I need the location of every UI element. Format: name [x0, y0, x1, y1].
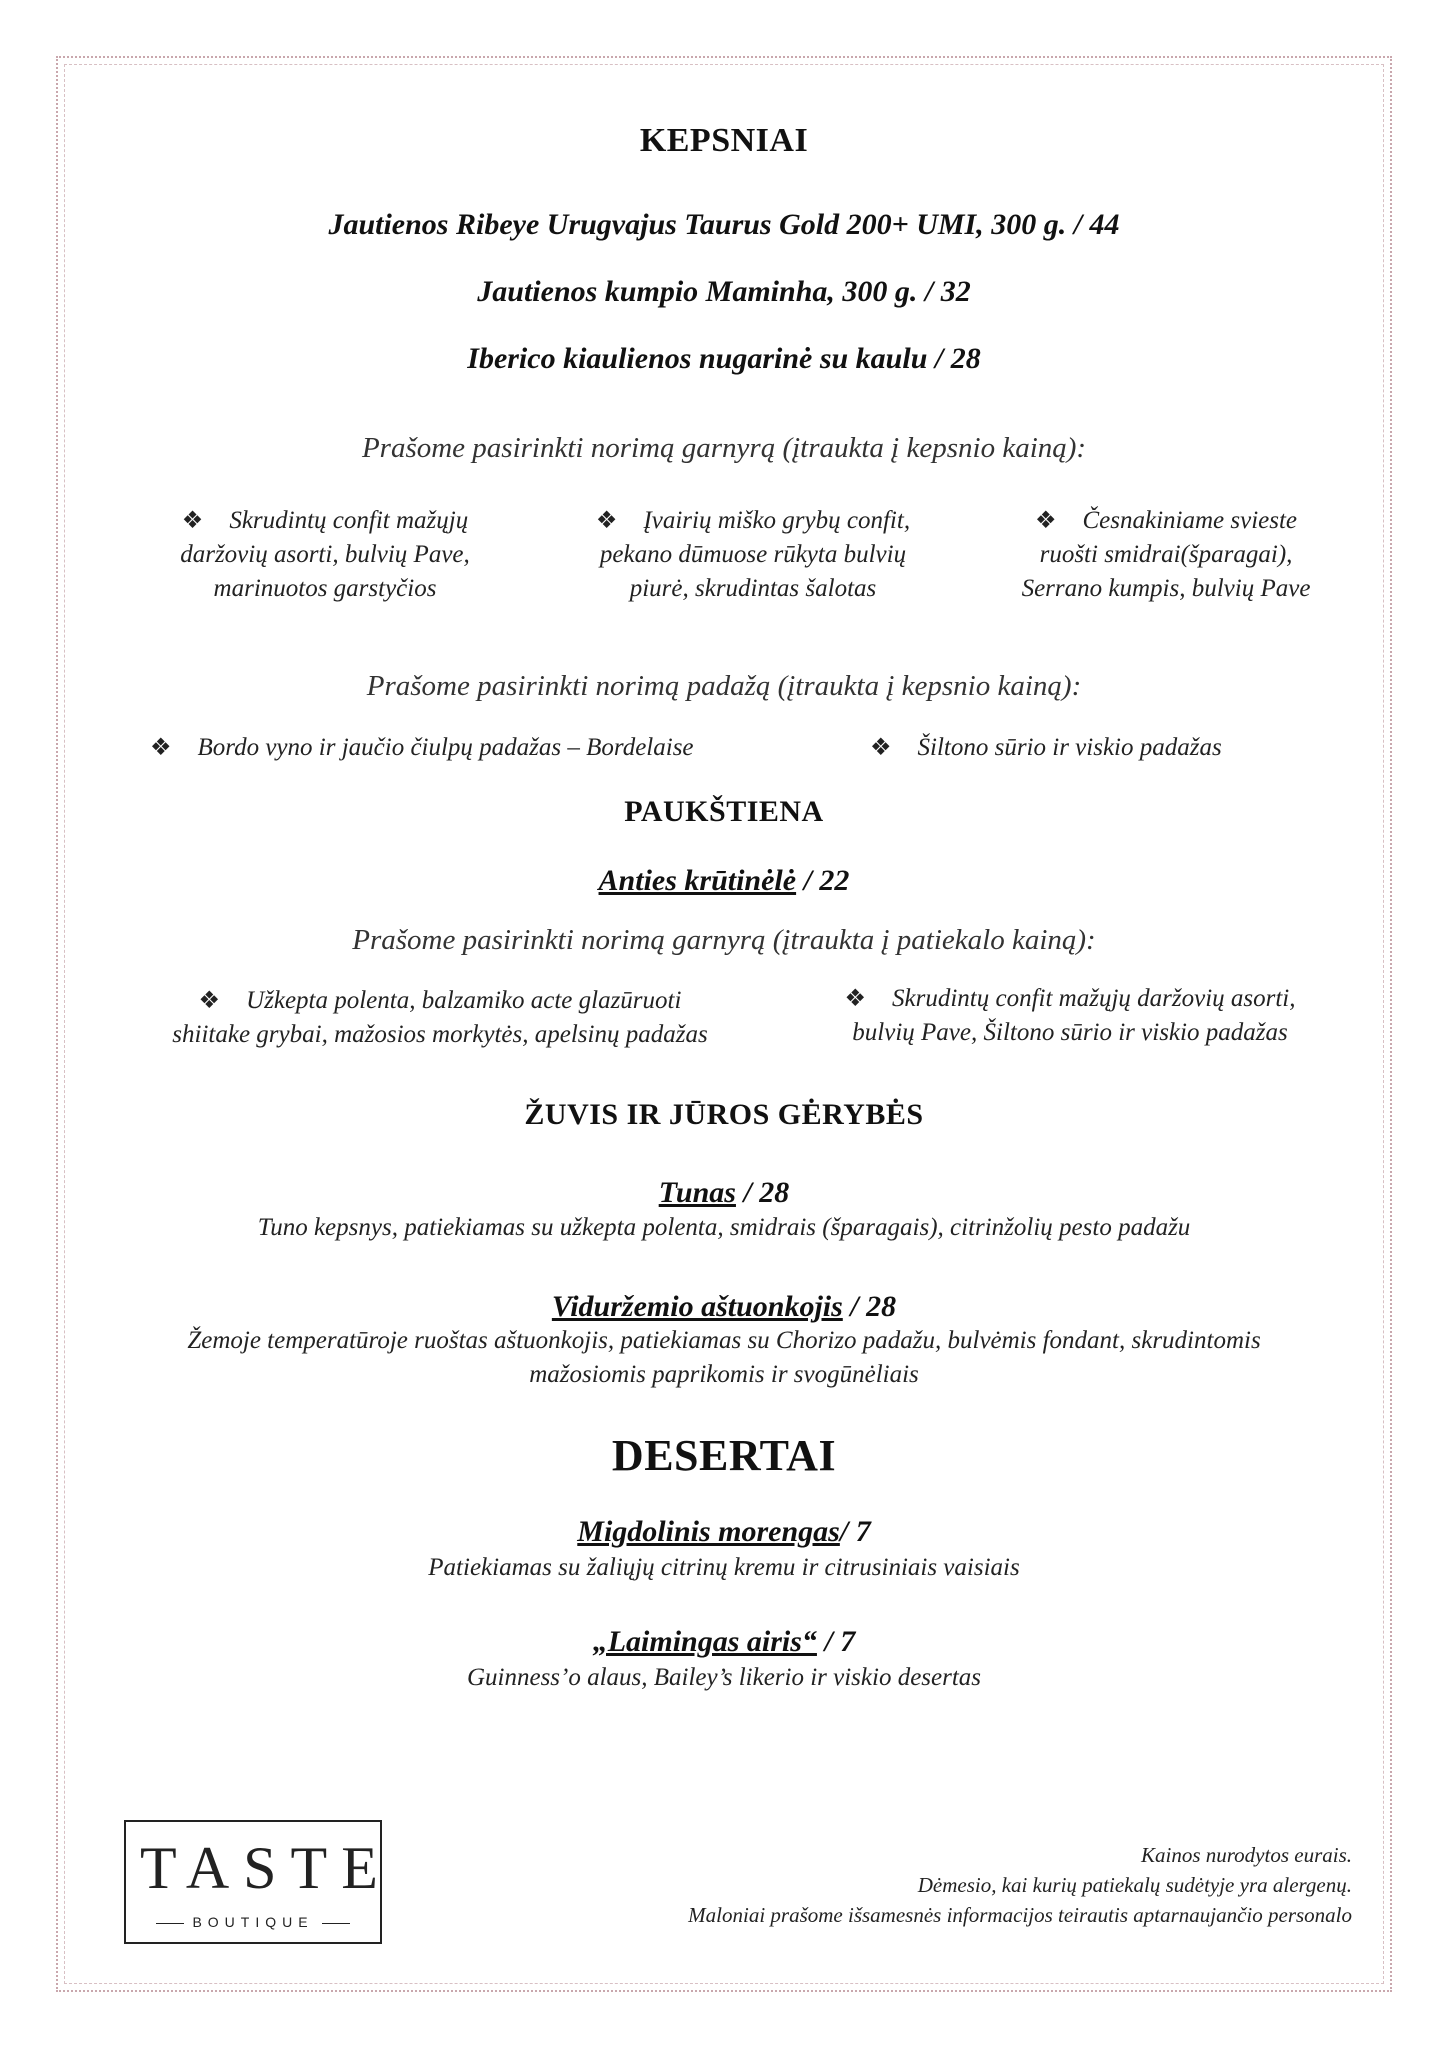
dish-iberico: Iberico kiaulienos nugarinė su kaulu / 28 — [467, 342, 981, 375]
dessert-meringue: Migdolinis morengas/ 7 — [577, 1515, 871, 1548]
dish-ribeye: Jautienos Ribeye Urugvajus Taurus Gold 200+ UMI, 300 g. / 44 — [328, 208, 1120, 241]
poultry-side-option-1: ❖ Užkepta polenta, balzamiko acte glazūruoti shiitake grybai, mažosios morkytės, apelsinų padažas — [172, 987, 708, 1048]
dish-duck: Anties krūtinėlė / 22 — [598, 864, 850, 897]
dessert-lucky-irishman-description: Guinness’o alaus, Bailey’s likerio ir viskio desertas — [466, 1664, 982, 1691]
side-option-2: ❖ Įvairių miško grybų confit, pekano dūmuose rūkyta bulvių piurė, skrudintas šalotas — [595, 507, 911, 602]
diamond-bullet-icon: ❖ — [198, 988, 221, 1014]
taste-boutique-logo: TASTE BOUTIQUE — [124, 1820, 382, 1944]
sauce-option-2: ❖ Šiltono sūrio ir viskio padažas — [870, 734, 1222, 761]
dish-tuna-description: Tuno kepsnys, patiekiamas su užkepta polenta, smidrais (šparagais), citrinžolių pesto padažu — [257, 1214, 1191, 1241]
poultry-side-option-2: ❖ Skrudintų confit mažųjų daržovių asorti, bulvių Pave, Šiltono sūrio ir viskio padažas — [844, 985, 1296, 1046]
diamond-bullet-icon: ❖ — [150, 735, 172, 761]
footer-notes — [688, 1840, 1352, 1930]
side-prompt-poultry: Prašome pasirinkti norimą garnyrą (įtraukta į patiekalo kainą): — [352, 924, 1096, 956]
side-prompt-steaks: Prašome pasirinkti norimą garnyrą (įtraukta į kepsnio kainą): — [361, 432, 1087, 464]
section-title-fish: ŽUVIS IR JŪROS GĖRYBĖS — [524, 1098, 924, 1131]
diamond-bullet-icon: ❖ — [181, 508, 204, 534]
note-allergens: Dėmesio, kai kurių patiekalų sudėtyje yra alergenų. — [917, 1873, 1352, 1897]
note-staff: Maloniai prašome išsamesnės informacijos teirautis aptarnaujančio personalo — [688, 1903, 1352, 1927]
dish-octopus-description: Žemoje temperatūroje ruoštas aštuonkojis, patiekiamas su Chorizo padažu, bulvėmis fondant, skrudintomis mažosiomis paprikomis ir svogūnėliais — [187, 1327, 1261, 1388]
section-title-steaks: KEPSNIAI — [639, 122, 809, 159]
diamond-bullet-icon: ❖ — [844, 986, 867, 1012]
diamond-bullet-icon: ❖ — [595, 508, 618, 534]
dessert-meringue-description: Patiekiamas su žaliųjų citrinų kremu ir citrusiniais vaisiais — [428, 1554, 1020, 1581]
side-option-3: ❖ Česnakiniame svieste ruošti smidrai(šparagai), Serrano kumpis, bulvių Pave — [1021, 507, 1311, 602]
dish-tuna: Tunas / 28 — [658, 1176, 790, 1209]
section-title-poultry: PAUKŠTIENA — [624, 795, 824, 828]
sauce-prompt: Prašome pasirinkti norimą padažą (įtraukta į kepsnio kainą): — [366, 670, 1082, 702]
dessert-lucky-irishman: „Laimingas airis“ / 7 — [592, 1625, 856, 1658]
side-option-1: ❖ Skrudintų confit mažųjų daržovių asorti, bulvių Pave, marinuotos garstyčios — [180, 507, 470, 602]
diamond-bullet-icon: ❖ — [1034, 508, 1057, 534]
dish-octopus: Viduržemio aštuonkojis / 28 — [551, 1290, 897, 1323]
sauce-option-1: ❖ Bordo vyno ir jaučio čiulpų padažas – Bordelaise — [150, 734, 694, 761]
diamond-bullet-icon: ❖ — [870, 735, 892, 761]
note-currency: Kainos nurodytos eurais. — [1141, 1843, 1352, 1867]
dish-maminha: Jautienos kumpio Maminha, 300 g. / 32 — [477, 275, 971, 308]
section-title-desserts: DESERTAI — [611, 1431, 837, 1480]
